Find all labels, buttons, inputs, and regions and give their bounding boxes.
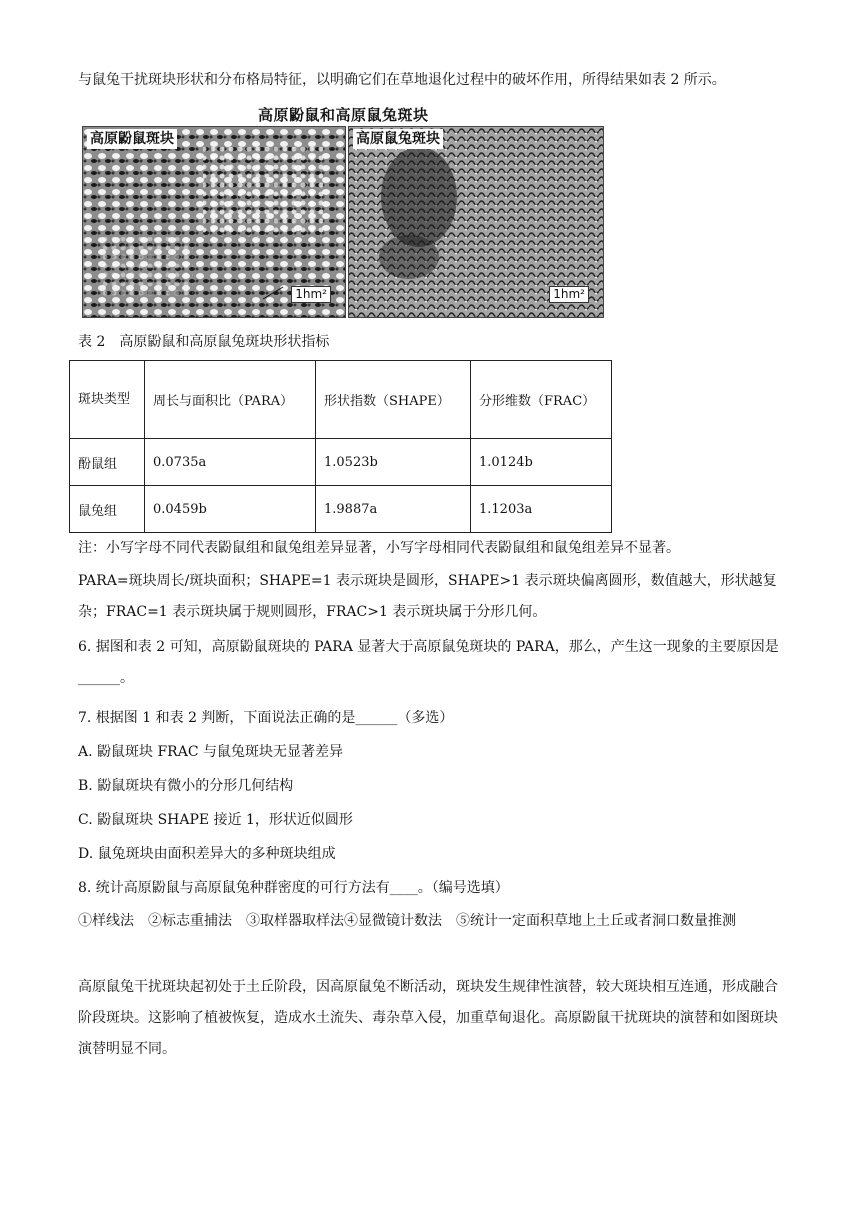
definition-note: PARA=斑块周长/斑块面积；SHAPE=1 表示斑块是圆形，SHAPE>1 表示斑块偏离圆形，数值越大，形状越复杂；FRAC=1 表示斑块属于规则圆形，FRAC>1 表示斑块属于分形几何。 [78,573,777,620]
table-cell: 1.0523b [316,439,471,486]
zokor-patch-photo [82,126,346,318]
table-header-row [70,361,612,439]
header-cell: 形状指数（SHAPE） [316,361,471,439]
table-cell: 1.1203a [471,486,612,533]
table-cell: 1.9887a [316,486,471,533]
table-caption: 表 2 高原鼢鼠和高原鼠兔斑块形状指标 [78,334,330,350]
option-c: C. 鼢鼠斑块 SHAPE 接近 1，形状近似圆形 [78,812,353,828]
scale-label-left: 1hm² [291,286,331,303]
intro-line: 与鼠兔干扰斑块形状和分布格局特征，以明确它们在草地退化过程中的破坏作用，所得结果如表 2 所示。 [78,72,726,88]
table-cell: 0.0459b [145,486,316,533]
header-cell: 斑块类型 [70,361,145,439]
table-cell: 鼠兔组 [70,486,145,533]
shape-index-table [69,360,612,533]
option-b: B. 鼢鼠斑块有微小的分形几何结构 [78,778,294,794]
option-a: A. 鼢鼠斑块 FRAC 与鼠兔斑块无显著差异 [78,744,343,760]
figure-title: 高原鼢鼠和高原鼠兔斑块 [258,106,429,124]
note-line: 注：小写字母不同代表鼢鼠组和鼠兔组差异显著，小写字母相同代表鼢鼠组和鼠兔组差异不显著。 [78,540,680,556]
question-8-options: ①样线法 ②标志重捕法 ③取样器取样法④显微镜计数法 ⑤统计一定面积草地上土丘或者洞口数量推测 [78,913,736,929]
table-cell: 1.0124b [471,439,612,486]
table-row [70,486,612,533]
header-cell: 周长与面积比（PARA） [145,361,316,439]
question-6: 6. 据图和表 2 可知，高原鼢鼠斑块的 PARA 显著大于高原鼠兔斑块的 PARA，那么，产生这一现象的主要原因是______。 [78,639,779,686]
zokor-patch-label: 高原鼢鼠斑块 [87,129,177,149]
closing-paragraph: 高原鼠兔干扰斑块起初处于土丘阶段，因高原鼠兔不断活动，斑块发生规律性演替，较大斑块相互连通，形成融合阶段斑块。这影响了植被恢复，造成水土流失、毒杂草入侵，加重草甸退化。高原鼢鼠干扰斑块的演替和如图斑块演替明显不同。 [78,979,778,1057]
option-d: D. 鼠兔斑块由面积差异大的多种斑块组成 [78,846,336,862]
header-cell: 分形维数（FRAC） [471,361,612,439]
table-row [70,439,612,486]
scale-label-right: 1hm² [549,286,589,303]
question-7: 7. 根据图 1 和表 2 判断，下面说法正确的是______（多选） [78,710,454,726]
table-cell: 酚鼠组 [70,439,145,486]
question-8: 8. 统计高原鼢鼠与高原鼠兔种群密度的可行方法有____。（编号选填） [78,880,509,896]
table-cell: 0.0735a [145,439,316,486]
pika-patch-photo [348,126,604,318]
pika-patch-label: 高原鼠兔斑块 [353,129,443,149]
